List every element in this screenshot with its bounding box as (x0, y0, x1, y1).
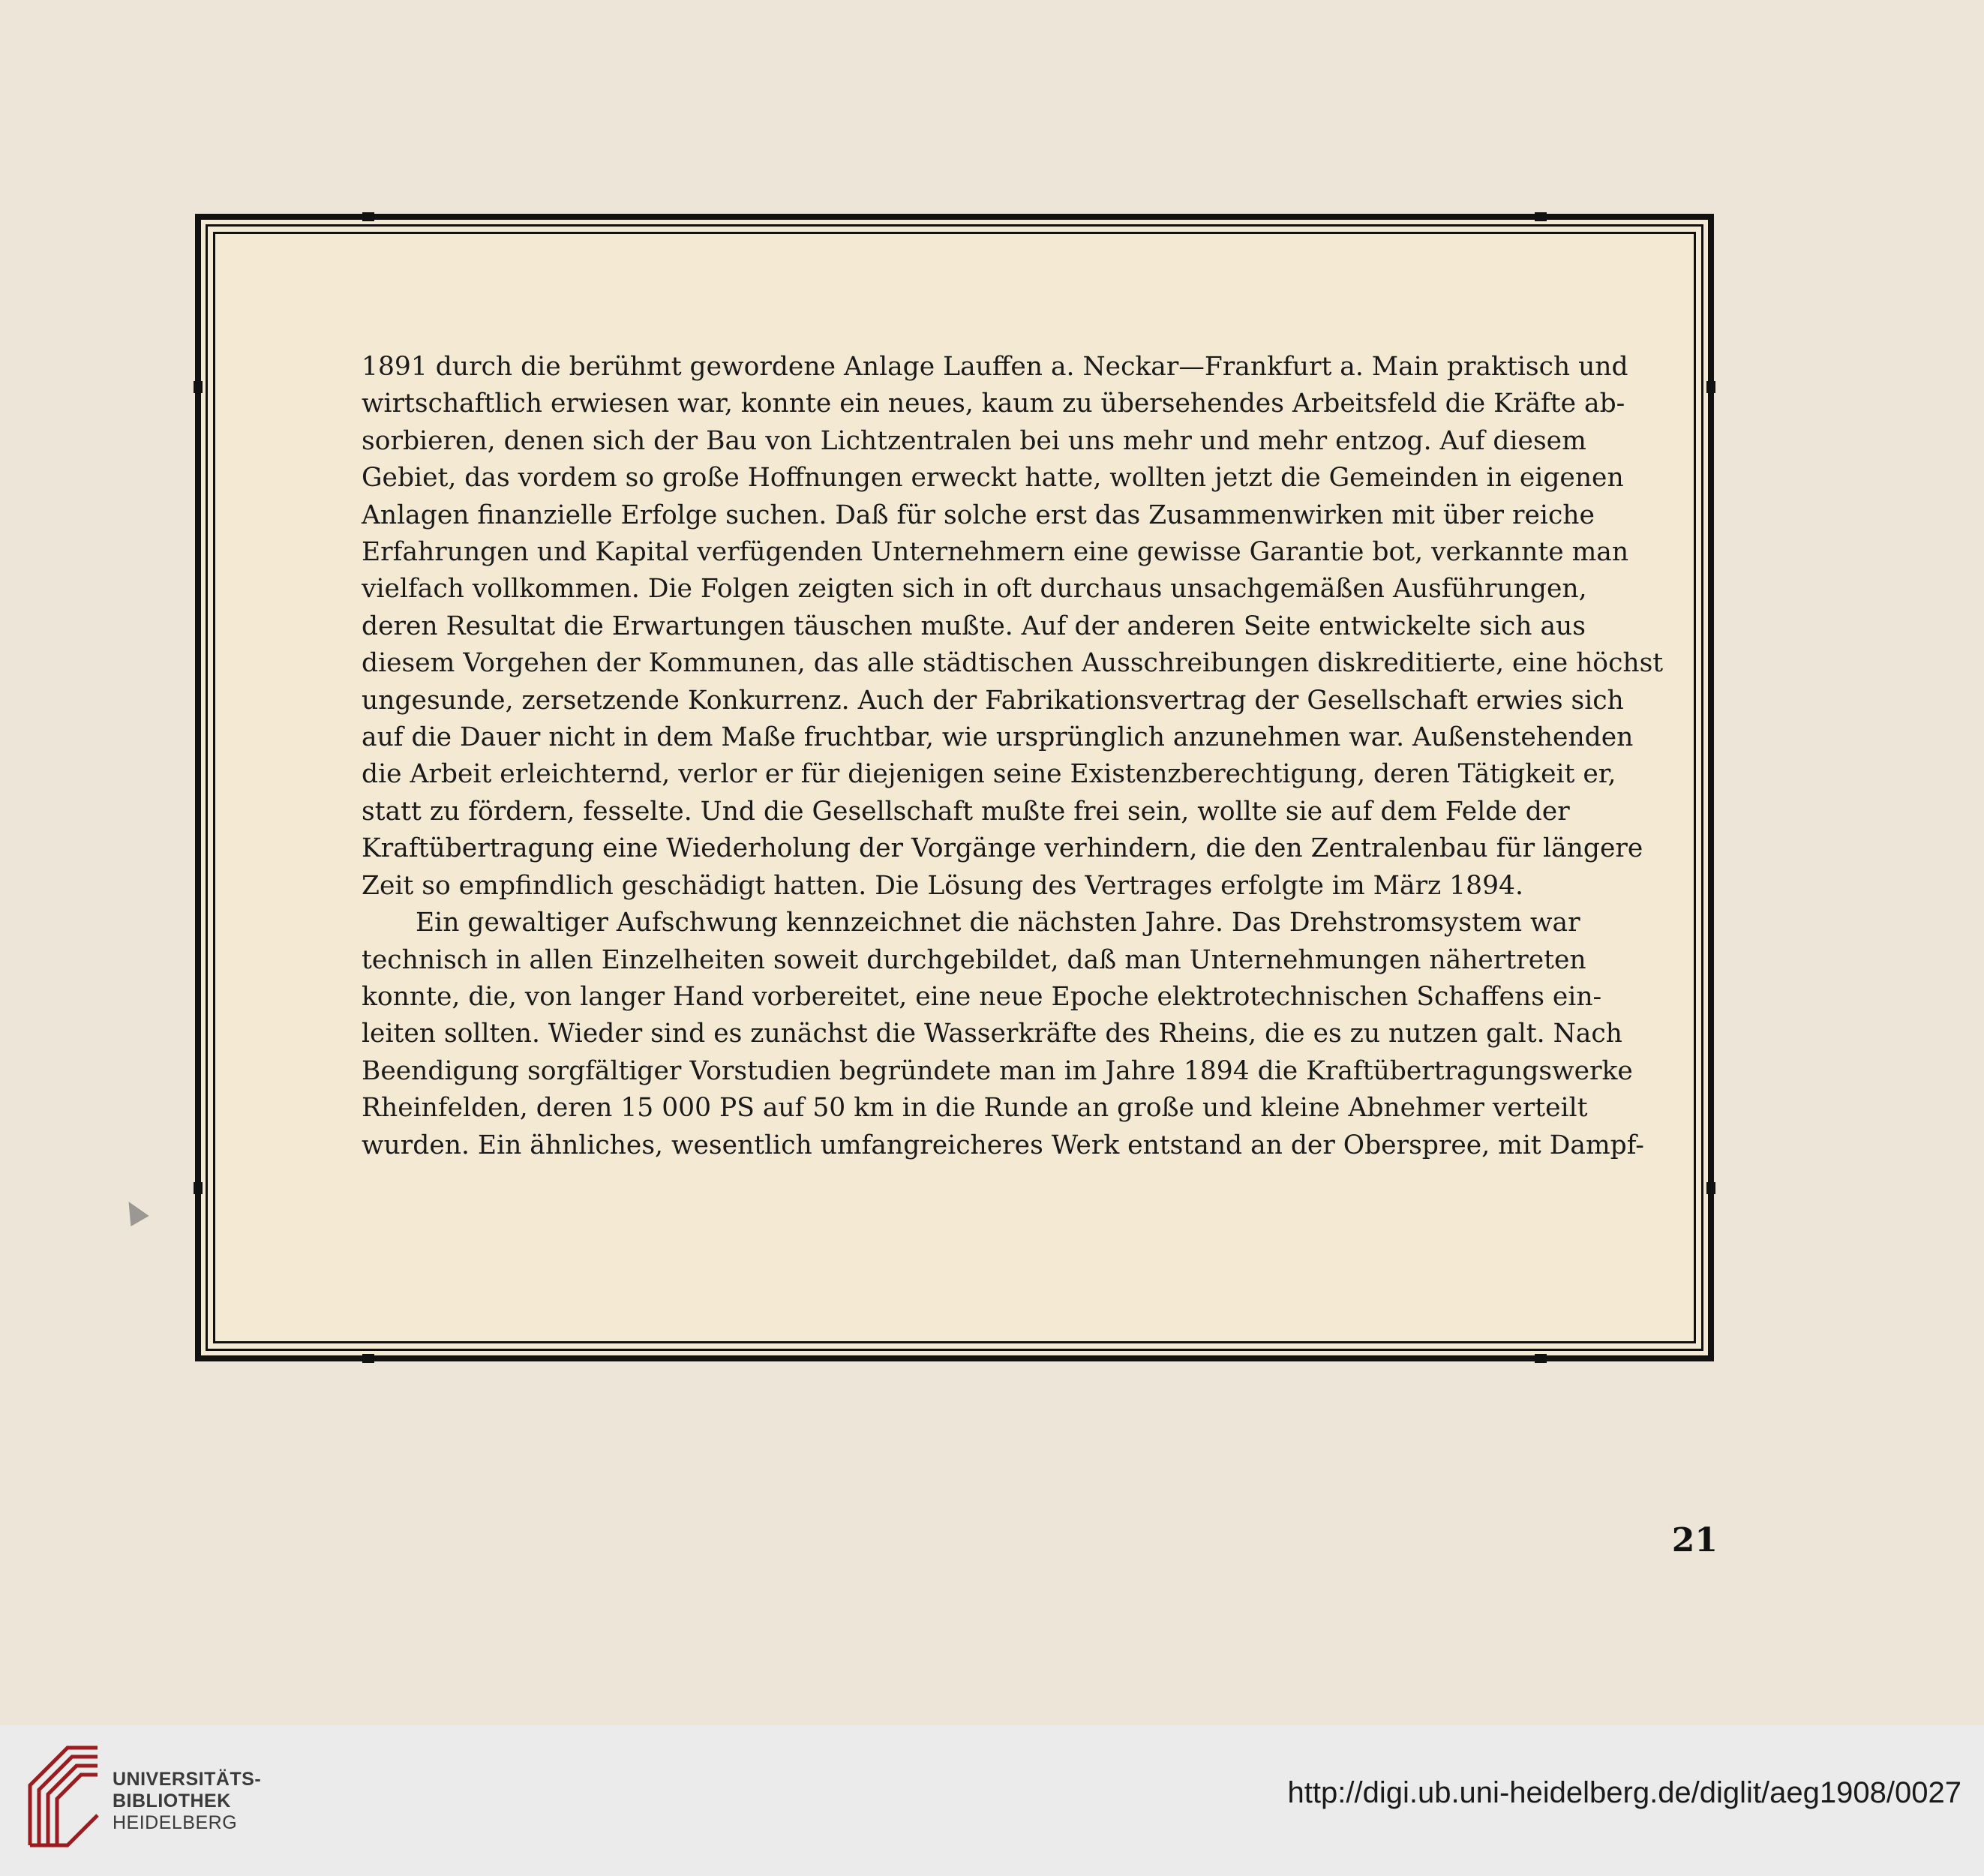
frame-knob (194, 381, 203, 393)
text-line: auf die Dauer nicht in dem Maße fruchtbar, wie ursprünglich anzunehmen war. Außenstehenden (362, 722, 1634, 753)
frame-knob (362, 212, 374, 221)
body-text (362, 349, 1664, 1164)
library-name-line: UNIVERSITÄTS- (113, 1769, 262, 1790)
text-line: wirtschaftlich erwiesen war, konnte ein neues, kaum zu übersehendes Arbeitsfeld die Kräfte ab- (362, 389, 1625, 419)
frame-knob (362, 1354, 374, 1363)
text-line: Ein gewaltiger Aufschwung kennzeichnet die nächsten Jahre. Das Drehstromsystem war (416, 908, 1580, 938)
scan-mark (119, 1196, 149, 1226)
library-logo-icon (23, 1740, 105, 1853)
library-name (113, 1769, 261, 1834)
text-line: 1891 durch die berühmt gewordene Anlage Lauffen a. Neckar—Frankfurt a. Main praktisch und (362, 352, 1628, 382)
text-line: technisch in allen Einzelheiten soweit durchgebildet, daß man Unternehmungen nähertreten (362, 944, 1586, 975)
text-line: Rheinfelden, deren 15 000 PS auf 50 km in die Runde an große und kleine Abnehmer verteilt (362, 1093, 1588, 1124)
text-line: statt zu fördern, fesselte. Und die Gesellschaft mußte frei sein, wollte sie auf dem Felde der (362, 796, 1570, 827)
text-line: deren Resultat die Erwartungen täuschen mußte. Auf der anderen Seite entwickelte sich aus (362, 611, 1586, 641)
text-line: Anlagen finanzielle Erfolge suchen. Daß für solche erst das Zusammenwirken mit über reiche (362, 500, 1595, 530)
frame-knob (1706, 381, 1715, 393)
text-line: diesem Vorgehen der Kommunen, das alle städtischen Ausschreibungen diskreditierte, eine höchst (362, 648, 1664, 679)
frame-knob (194, 1182, 203, 1194)
text-line: ungesunde, zersetzende Konkurrenz. Auch der Fabrikationsvertrag der Gesellschaft erwies sich (362, 685, 1624, 716)
text-line: Gebiet, das vordem so große Hoffnungen erweckt hatte, wollten jetzt die Gemeinden in eigenen (362, 463, 1624, 494)
library-name-line: HEIDELBERG (113, 1812, 238, 1833)
text-line: leiten sollten. Wieder sind es zunächst die Wasserkräfte des Rheins, die es zu nutzen galt. Nach (362, 1019, 1622, 1049)
text-line: Kraftübertragung eine Wiederholung der Vorgänge verhindern, die den Zentralenbau für längere (362, 833, 1643, 864)
library-name-line: BIBLIOTHEK (113, 1790, 231, 1811)
text-line: sorbieren, denen sich der Bau von Lichtzentralen bei uns mehr und mehr entzog. Auf diesem (362, 425, 1586, 456)
text-line: vielfach vollkommen. Die Folgen zeigten sich in oft durchaus unsachgemäßen Ausführungen, (362, 574, 1587, 605)
frame-knob (1535, 212, 1547, 221)
footer-bar (0, 1725, 1984, 1876)
text-line: Zeit so empfindlich geschädigt hatten. Die Lösung des Vertrages erfolgte im März 1894. (362, 870, 1523, 901)
frame-knob (1706, 1182, 1715, 1194)
frame-knob (1535, 1354, 1547, 1363)
page-number: 21 (1671, 1521, 1718, 1559)
text-line: Beendigung sorgfältiger Vorstudien begründete man im Jahre 1894 die Kraftübertragungswerke (362, 1055, 1633, 1086)
text-line: wurden. Ein ähnliches, wesentlich umfangreicheres Werk entstand an der Oberspree, mit Dampf- (362, 1130, 1644, 1160)
text-line: die Arbeit erleichternd, verlor er für diejenigen seine Existenzberechtigung, deren Tätigkeit er, (362, 759, 1616, 790)
text-line: konnte, die, von langer Hand vorbereitet, eine neue Epoche elektrotechnischen Schaffens ein- (362, 981, 1602, 1012)
text-line: Erfahrungen und Kapital verfügenden Unternehmern eine gewisse Garantie bot, verkannte man (362, 537, 1629, 568)
source-url-link[interactable]: http://digi.ub.uni-heidelberg.de/diglit/aeg1908/0027 (1287, 1776, 1961, 1809)
